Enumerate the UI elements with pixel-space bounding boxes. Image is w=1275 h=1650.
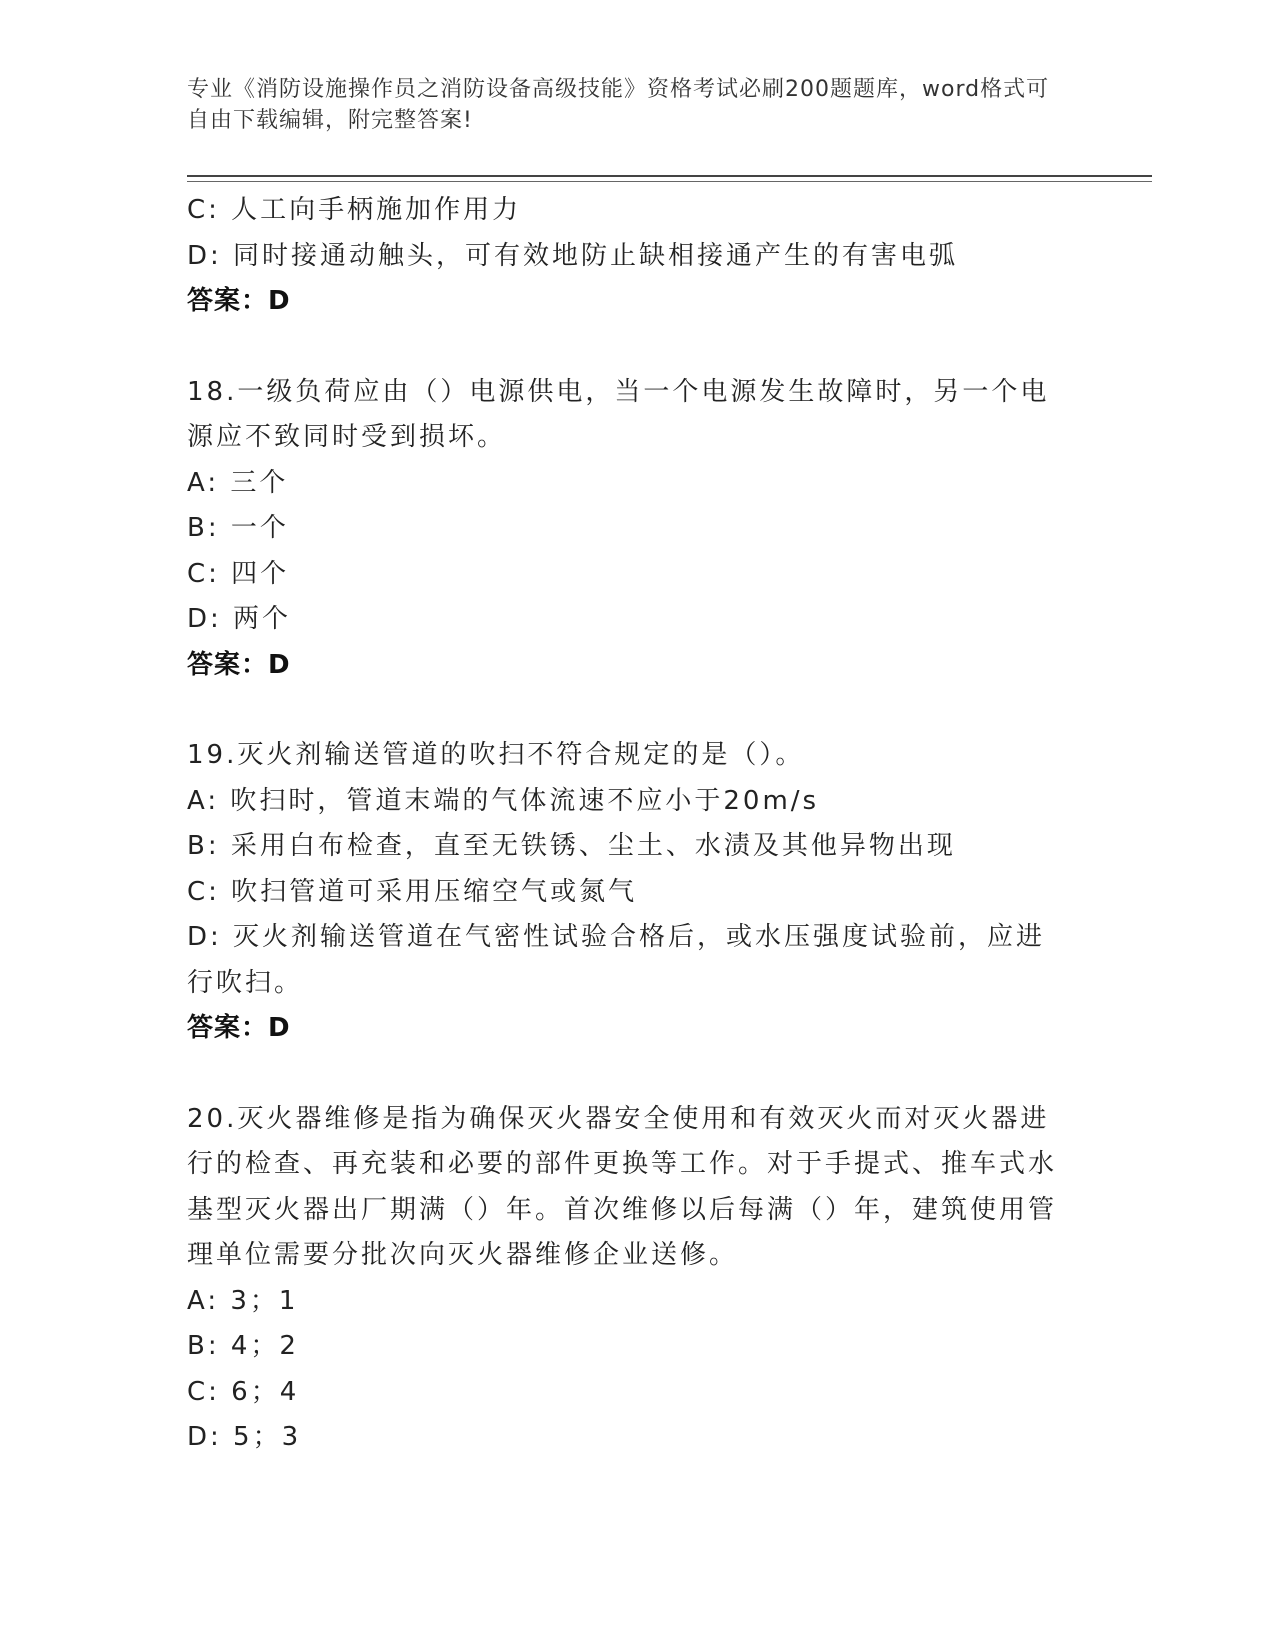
answer: 答案：D — [187, 286, 291, 316]
question-stem: 20.灭火器维修是指为确保灭火器安全使用和有效灭火而对灭火器进行的检查、再充装和必要的部件更换等工作。对于手提式、推车式水基型灭火器出厂期满（）年。首次维修以后每满（）年，建筑使用管理单位需要分批次向灭火器维修企业送修。 — [187, 1103, 1058, 1270]
question-stem: 18.一级负荷应由（）电源供电，当一个电源发生故障时，另一个电源应不致同时受到损坏。 — [187, 376, 1050, 452]
option-d: D: 灭火剂输送管道在气密性试验合格后，或水压强度试验前，应进行吹扫。 — [187, 922, 1046, 998]
option-a: A: 吹扫时，管道末端的气体流速不应小于20m/s — [187, 785, 820, 816]
header-divider — [187, 175, 1152, 177]
option-d: D: 同时接通动触头，可有效地防止缺相接通产生的有害电弧 — [187, 240, 959, 271]
option-b: B: 一个 — [187, 513, 289, 543]
question-20 — [187, 1097, 1067, 1461]
question-19 — [187, 733, 1067, 1052]
question-17-tail — [187, 188, 1067, 325]
question-content — [187, 188, 1067, 1461]
question-18 — [187, 370, 1067, 689]
option-a: A: 三个 — [187, 467, 289, 498]
question-stem: 19.灭火剂输送管道的吹扫不符合规定的是（）。 — [187, 740, 805, 770]
option-b: B: 4；2 — [187, 1331, 299, 1361]
spacer — [187, 1052, 1067, 1097]
answer: 答案：D — [187, 1013, 291, 1043]
option-c: C: 四个 — [187, 558, 290, 589]
header-divider-secondary — [187, 181, 1152, 182]
option-c: C: 吹扫管道可采用压缩空气或氮气 — [187, 876, 638, 907]
option-c: C: 6；4 — [187, 1376, 300, 1407]
document-header: 专业《消防设施操作员之消防设备高级技能》资格考试必刷200题题库，word格式可自由下载编辑，附完整答案! — [187, 77, 1050, 133]
option-a: A: 3；1 — [187, 1285, 299, 1316]
option-c: C: 人工向手柄施加作用力 — [187, 195, 522, 225]
option-d: D: 两个 — [187, 604, 292, 634]
spacer — [187, 325, 1067, 370]
spacer — [187, 688, 1067, 733]
answer: 答案：D — [187, 649, 291, 680]
option-b: B: 采用白布检查，直至无铁锈、尘土、水渍及其他异物出现 — [187, 831, 956, 861]
option-d: D: 5；3 — [187, 1422, 302, 1452]
